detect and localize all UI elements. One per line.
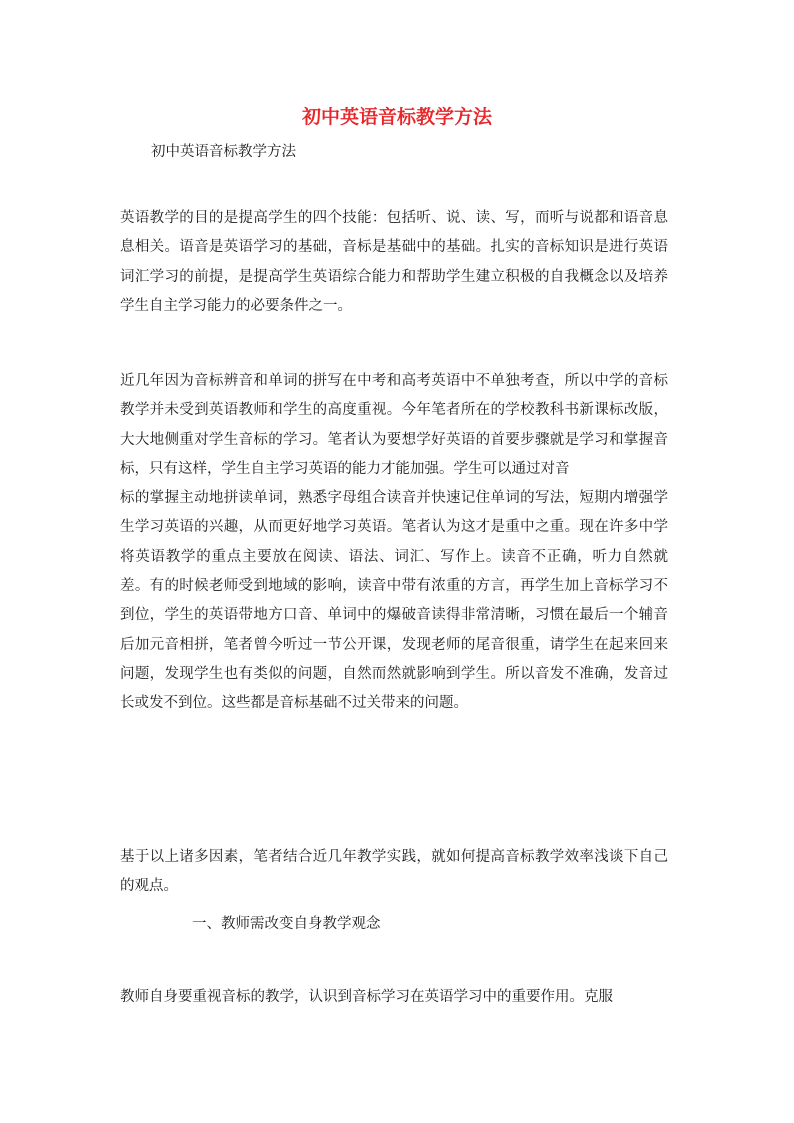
- document-title: 初中英语音标教学方法: [301, 106, 492, 128]
- paragraph-background: [120, 367, 668, 719]
- paragraph-background-part-b: 标的掌握主动地拼读单词，熟悉字母组合读音并快速记住单词的写法，短期内增强学生学习英语的兴趣，从而更好地学习英语。笔者认为这才是重中之重。现在许多中学将英语教学的重点主要放在阅读、语法、词汇、写作上。读音不正确，听力自然就差。有的时候老师受到地域的影响，读音中带有浓重的方言，再学生加上音标学习不到位，学生的英语带地方口音、单词中的爆破音读得非常清晰，习惯在最后一个辅音后加元音相拼，笔者曾今听过一节公开课，发现老师的尾音很重，请学生在起来回来问题，发现学生也有类似的问题，自然而然就影响到学生。所以音发不准确，发音过长或发不到位。这些都是音标基础不过关带来的问题。: [120, 490, 668, 712]
- paragraph-intro: 英语教学的目的是提高学生的四个技能：包括听、说、读、写，而听与说都和语音息息相关。语音是英语学习的基础，音标是基础中的基础。扎实的音标知识是进行英语词汇学习的前提，是提高学生英语综合能力和帮助学生建立积极的自我概念以及培养学生自主学习能力的必要条件之一。: [120, 210, 668, 314]
- paragraph-teacher: 教师自身要重视音标的教学，认识到音标学习在英语学习中的重要作用。克服: [120, 989, 613, 1005]
- paragraph-background-part-a: 近几年因为音标辨音和单词的拼写在中考和高考英语中不单独考查，所以中学的音标教学并未受到英语教师和学生的高度重视。今年笔者所在的学校教科书新课标改版，大大地侧重对学生音标的学习。笔者认为要想学好英语的首要步骤就是学习和掌握音标，只有这样，学生自主学习英语的能力才能加强。学生可以通过对音: [120, 373, 668, 477]
- section-heading-1: 一、教师需改变自身教学观念: [192, 916, 381, 932]
- document-subtitle: 初中英语音标教学方法: [151, 144, 296, 160]
- paragraph-summary: 基于以上诸多因素，笔者结合近几年教学实践，就如何提高音标教学效率浅谈下自己的观点。: [120, 849, 668, 895]
